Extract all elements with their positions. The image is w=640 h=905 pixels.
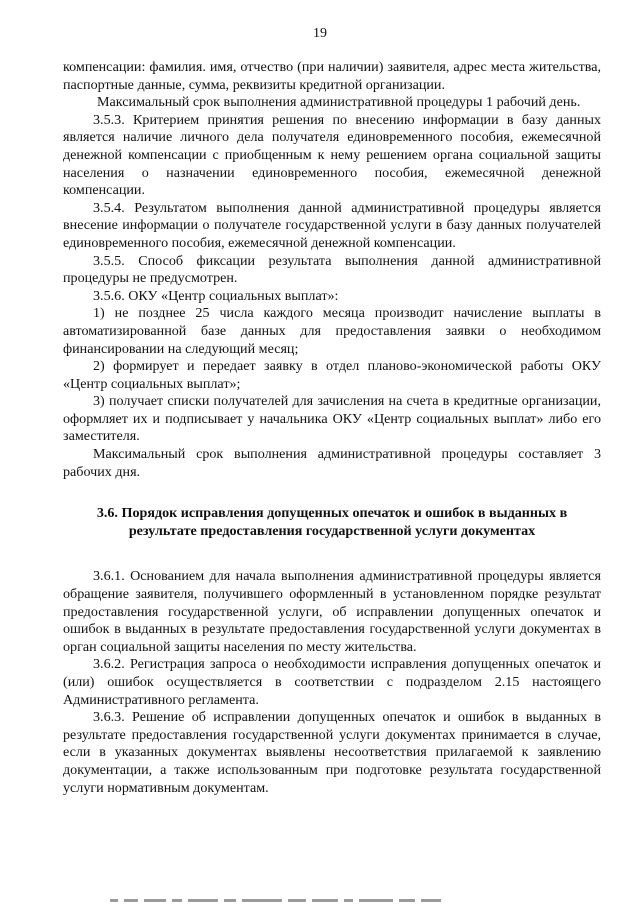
document-body	[63, 59, 601, 797]
section-heading-3-6: 3.6. Порядок исправления допущенных опечаток и ошибок в выданных в результате предоставления государственной услуги документах	[96, 505, 568, 539]
paragraph-compensation-details: компенсации: фамилия. имя, отчество (при наличии) заявителя, адрес места жительства, паспортные данные, сумма, реквизиты кредитной организации.	[63, 59, 601, 93]
paragraph-3-6-1: 3.6.1. Основанием для начала выполнения административной процедуры является обращение заявителя, получившего оформленный в установленном порядке результат предоставления государственной услуги, об исправлении допущенных опечаток и ошибок в выданных в результате предоставления государственной услуги документах в орган социальной защиты населения по месту жительства.	[63, 568, 601, 655]
list-item-1: 1) не позднее 25 числа каждого месяца производит начисление выплаты в автоматизированной базе данных для предоставления заявки о необходимом финансировании на следующий месяц;	[63, 305, 601, 357]
list-item-3: 3) получает списки получателей для зачисления на счета в кредитные организации, оформляет их и подписывает у начальника ОКУ «Центр социальных выплат» либо его заместителя.	[63, 393, 601, 445]
paragraph-3-5-3: 3.5.3. Критерием принятия решения по внесению информации в базу данных является наличие личного дела получателя единовременного пособия, ежемесячной денежной компенсации с приобщенным к нему решением органа социальной защиты населения о назначении единовременного пособия, ежемесячной денежной компенсации.	[63, 111, 601, 199]
paragraph-3-6-3: 3.6.3. Решение об исправлении допущенных опечаток и ошибок в выданных в результате предоставления государственной услуги документах принимается в случае, если в указанных документах выявлены несоответствия прилагаемой к заявлению документации, а также использованным при подготовке результата государственной услуги нормативным документам.	[63, 709, 601, 796]
paragraph-3-6-2: 3.6.2. Регистрация запроса о необходимости исправления допущенных опечаток и (или) ошибок осуществляется в соответствии с подразделом 2.15 настоящего Административного регламента.	[63, 656, 601, 708]
paragraph-3-5-6: 3.5.6. ОКУ «Центр социальных выплат»:	[93, 287, 339, 304]
scan-artifact-footer	[110, 896, 530, 905]
page-number: 19	[313, 26, 327, 41]
paragraph-max-term-1-day: Максимальный срок выполнения административной процедуры 1 рабочий день.	[97, 94, 581, 111]
list-item-2: 2) формирует и передает заявку в отдел планово-экономической работы ОКУ «Центр социальных выплат»;	[63, 358, 601, 392]
paragraph-3-5-5: 3.5.5. Способ фиксации результата выполнения данной административной процедуры не предусмотрен.	[63, 252, 601, 287]
paragraph-max-term-3-days: Максимальный срок выполнения административной процедуры составляет 3 рабочих дня.	[63, 446, 601, 480]
paragraph-3-5-4: 3.5.4. Результатом выполнения данной административной процедуры является внесение информации о получателе государственной услуги в базу данных получателей единовременного пособия, ежемесячной денежной компенсации.	[63, 199, 601, 251]
